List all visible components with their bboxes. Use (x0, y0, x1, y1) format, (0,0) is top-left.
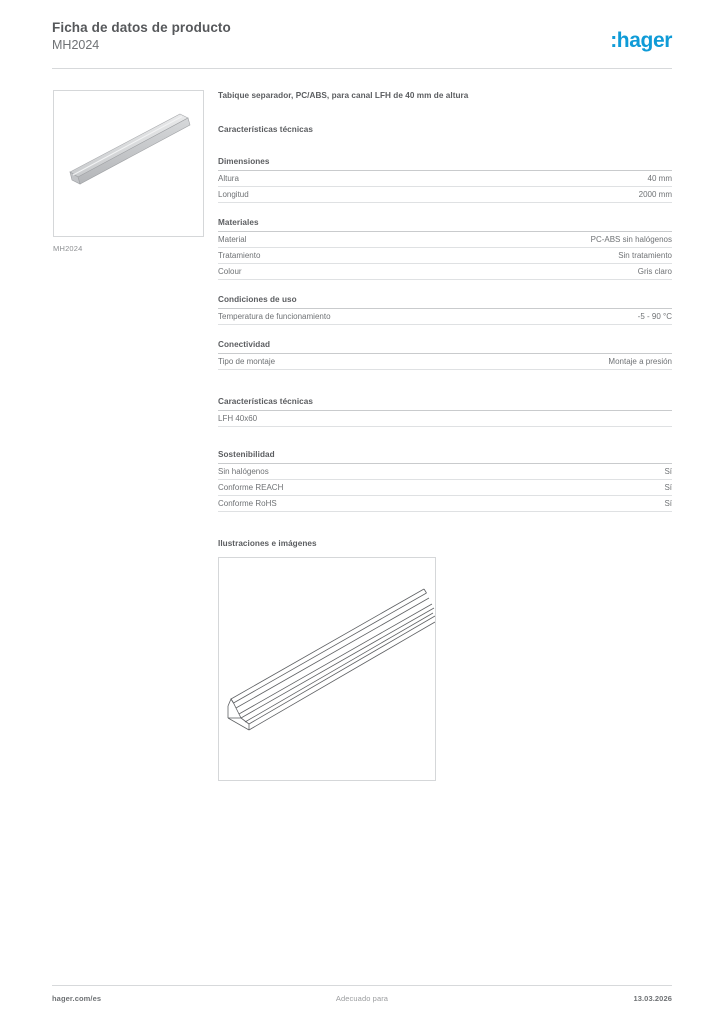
illustrations-heading: Ilustraciones e imágenes (218, 539, 317, 548)
spec-label: Sin halógenos (218, 467, 269, 476)
spec-value: Montaje a presión (608, 357, 672, 366)
specifications-column (218, 90, 672, 781)
illustrations-block (218, 538, 672, 781)
section-title: Conectividad (218, 339, 672, 354)
table-row (218, 171, 672, 187)
spec-label: Tipo de montaje (218, 357, 276, 366)
page-title: Ficha de datos de producto (52, 20, 231, 35)
hager-logo: :hager (610, 29, 672, 52)
section-title: Condiciones de uso (218, 294, 672, 309)
page-header (52, 20, 672, 65)
product-thumbnail-image (54, 91, 203, 236)
spec-label: Conforme RoHS (218, 499, 277, 508)
section-materiales (218, 217, 672, 280)
section-title: Características técnicas (218, 396, 672, 411)
spec-value: Gris claro (637, 267, 672, 276)
technical-characteristics-heading: Características técnicas (218, 125, 313, 134)
page-footer (52, 994, 672, 1008)
table-row (218, 354, 672, 370)
table-row (218, 496, 672, 512)
header-divider (52, 68, 672, 69)
section-sostenibilidad (218, 449, 672, 512)
illustration-frame (218, 557, 436, 781)
section-title: Sostenibilidad (218, 449, 672, 464)
spec-label: Temperatura de funcionamiento (218, 312, 331, 321)
product-reference: MH2024 (52, 38, 100, 52)
section-title: Dimensiones (218, 156, 672, 171)
spec-value: Sin tratamiento (618, 251, 672, 260)
footer-divider (52, 985, 672, 986)
footer-note: Adecuado para (335, 994, 389, 1003)
table-row (218, 248, 672, 264)
section-conectividad (218, 339, 672, 370)
table-row (218, 232, 672, 248)
spec-label: Longitud (218, 190, 249, 199)
illustration-line-drawing (219, 558, 435, 780)
spec-label: Conforme REACH (218, 483, 284, 492)
product-description: Tabique separador, PC/ABS, para canal LFH de 40 mm de altura (218, 91, 469, 100)
table-row (218, 187, 672, 203)
spec-value: Sí (664, 467, 672, 476)
table-row (218, 411, 672, 427)
spec-value: 2000 mm (638, 190, 672, 199)
product-thumbnail-block (53, 90, 206, 253)
spec-value: Sí (664, 499, 672, 508)
section-caracteristicas-tecnicas (218, 396, 672, 427)
table-row (218, 264, 672, 280)
spec-value: PC-ABS sin halógenos (590, 235, 672, 244)
spec-value: -5 - 90 °C (637, 312, 672, 321)
table-row (218, 309, 672, 325)
table-row (218, 464, 672, 480)
product-thumbnail-frame (53, 90, 204, 237)
spec-value: Sí (664, 483, 672, 492)
product-thumbnail-caption: MH2024 (53, 244, 83, 253)
spec-label: Tratamiento (218, 251, 261, 260)
spec-label: Colour (218, 267, 242, 276)
section-condiciones-de-uso (218, 294, 672, 325)
footer-date: 13.03.2026 (633, 994, 672, 1003)
section-title: Materiales (218, 217, 672, 232)
footer-website[interactable]: hager.com/es (52, 994, 102, 1003)
section-dimensiones (218, 156, 672, 203)
table-row (218, 480, 672, 496)
spec-label: LFH 40x60 (218, 414, 258, 423)
spec-label: Altura (218, 174, 239, 183)
spec-label: Material (218, 235, 247, 244)
spec-value: 40 mm (647, 174, 672, 183)
